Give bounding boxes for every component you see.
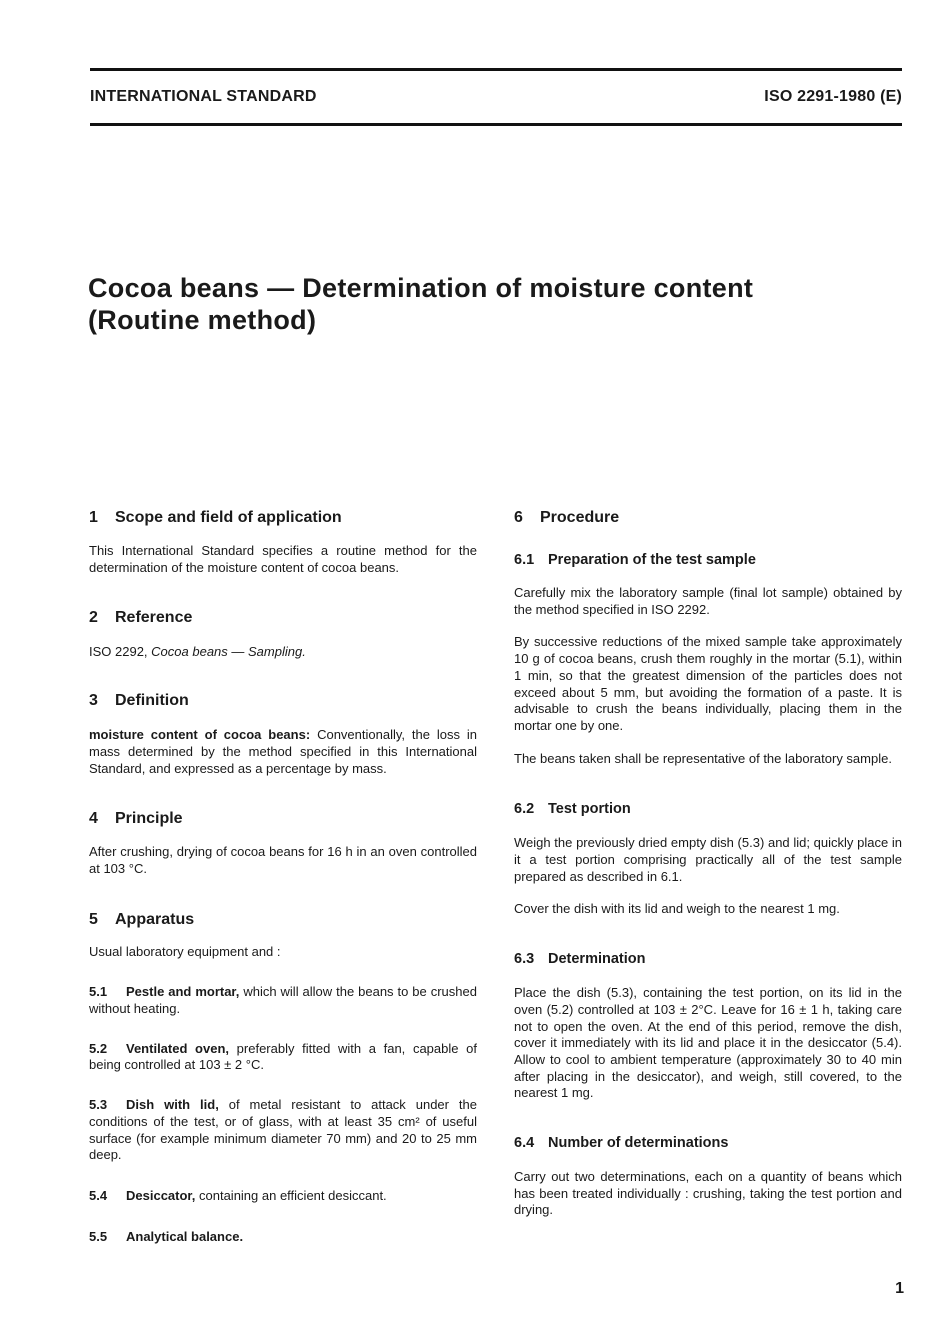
definition-term: moisture content of cocoa beans: xyxy=(89,727,311,743)
subsection-6-3-title: Determination xyxy=(548,951,646,968)
apparatus-item-text: containing an efficient desiccant. xyxy=(199,1187,387,1203)
subsection-6-2-number: 6.2 xyxy=(514,801,535,818)
section-5-title: Apparatus xyxy=(115,910,195,928)
subsection-6-1-number: 6.1 xyxy=(514,552,535,568)
subsection-6-4-title: Number of determinations xyxy=(548,1135,729,1152)
reference-title: Cocoa beans — Sampling. xyxy=(151,644,306,660)
section-4-heading xyxy=(89,809,477,829)
section-3-number: 3 xyxy=(89,692,98,710)
subsection-6-1-para-1: Carefully mix the laboratory sample (final lot sample) obtained by the method specified in ISO 2292. xyxy=(514,585,902,617)
subsection-6-2-para-2: Cover the dish with its lid and weigh to the nearest 1 mg. xyxy=(514,901,840,917)
apparatus-item-number: 5.5 xyxy=(89,1228,108,1244)
section-1-title: Scope and field of application xyxy=(115,509,342,526)
section-1-number: 1 xyxy=(89,509,98,526)
section-4-text: After crushing, drying of cocoa beans for 16 h in an oven controlled at 103 °C. xyxy=(89,844,477,876)
subsection-6-3-heading xyxy=(514,950,902,968)
header-bottom-rule xyxy=(90,123,902,126)
subsection-6-4-number: 6.4 xyxy=(514,1135,535,1152)
subsection-6-3-number: 6.3 xyxy=(514,951,535,968)
section-4-title: Principle xyxy=(115,810,183,828)
section-3-text xyxy=(89,727,477,777)
subsection-6-1-para-3: The beans taken shall be representative of the laboratory sample. xyxy=(514,750,892,766)
header-top-rule xyxy=(90,68,902,71)
apparatus-item-label: Desiccator, xyxy=(126,1187,196,1203)
section-5-heading xyxy=(89,910,477,930)
apparatus-item xyxy=(89,1041,477,1074)
section-2-text xyxy=(89,644,477,661)
apparatus-item xyxy=(89,1188,477,1205)
definition-text: Conventionally, the loss in mass determined by the method specified in this International Standard, and expressed as a percentage by mass. xyxy=(89,727,477,776)
apparatus-item-text: preferably fitted with a fan, capable of being controlled at 103 ± 2 °C. xyxy=(89,1040,477,1073)
left-column xyxy=(89,508,477,1245)
subsection-6-1-heading xyxy=(514,551,902,569)
right-column xyxy=(514,508,902,1219)
section-6-number: 6 xyxy=(514,509,523,526)
subsection-6-3-para-1: Place the dish (5.3), containing the test portion, on its lid in the oven (5.2) controlled at 103 ± 2°C. Leave for 16 ± 1 h, taking care not to open the oven. At the end of this period, remove the dish, cover it immediately with its lid and place it in the desiccator (5.4). Allow to cool to ambient temperature (approximately 30 to 40 min after placing in the desiccator), and weigh, still covered, to the nearest 1 mg. xyxy=(514,985,902,1101)
title-line-2: (Routine method) xyxy=(88,305,317,335)
subsection-6-4-heading xyxy=(514,1134,902,1152)
reference-id: ISO 2292, xyxy=(89,644,148,660)
apparatus-item-text: of metal resistant to attack under the conditions of the test, or of glass, with at least 35 cm² of useful surface (for example minimum diameter 70 mm) and 20 to 25 mm deep. xyxy=(89,1097,477,1163)
apparatus-item xyxy=(89,1097,477,1164)
title-line-1: Cocoa beans — Determination of moisture content xyxy=(88,273,754,303)
section-2-title: Reference xyxy=(115,609,193,627)
subsection-6-2-para-1: Weigh the previously dried empty dish (5.3) and lid; quickly place in it a test portion comprising practically all of the test sample prepared as described in 6.1. xyxy=(514,835,902,884)
subsection-6-4-para-1: Carry out two determinations, each on a quantity of beans which has been treated individually : crushing, taking the test portion and drying. xyxy=(514,1169,902,1218)
section-2-heading xyxy=(89,608,477,628)
apparatus-item xyxy=(89,984,477,1017)
header-document-id: ISO 2291-1980 (E) xyxy=(764,88,902,105)
section-5-intro: Usual laboratory equipment and : xyxy=(89,943,281,959)
page-number: 1 xyxy=(895,1280,904,1297)
subsection-6-2-heading xyxy=(514,800,902,818)
section-5-number: 5 xyxy=(89,910,98,928)
subsection-6-1-title: Preparation of the test sample xyxy=(548,552,756,568)
apparatus-item-number: 5.3 xyxy=(89,1097,108,1113)
page-title xyxy=(88,272,753,336)
apparatus-item-label: Ventilated oven, xyxy=(126,1040,230,1056)
section-1-heading xyxy=(89,508,477,528)
section-6-heading xyxy=(514,508,902,528)
apparatus-item-number: 5.2 xyxy=(89,1040,108,1056)
section-1-text: This International Standard specifies a routine method for the determination of the moisture content of cocoa beans. xyxy=(89,543,477,575)
subsection-6-1-para-2: By successive reductions of the mixed sample take approximately 10 g of cocoa beans, crush them roughly in the mortar (5.1), within 1 min, so that the greatest dimension of the particles does not exceed about 5 mm, but avoiding the formation of a paste. It is advisable to crush the beans individually, placing them in the mortar one by one. xyxy=(514,634,902,733)
header-standard-label: INTERNATIONAL STANDARD xyxy=(90,88,317,105)
subsection-6-2-title: Test portion xyxy=(548,801,631,818)
apparatus-item-label: Analytical balance. xyxy=(126,1228,244,1244)
apparatus-item-number: 5.1 xyxy=(89,984,108,1000)
apparatus-item xyxy=(89,1229,477,1246)
section-6-title: Procedure xyxy=(540,509,620,526)
section-3-heading xyxy=(89,691,477,711)
section-3-title: Definition xyxy=(115,692,189,710)
apparatus-item-text: which will allow the beans to be crushed without heating. xyxy=(89,984,477,1017)
apparatus-item-label: Dish with lid, xyxy=(126,1097,219,1113)
apparatus-item-label: Pestle and mortar, xyxy=(126,984,240,1000)
section-2-number: 2 xyxy=(89,609,98,627)
apparatus-item-number: 5.4 xyxy=(89,1187,108,1203)
section-4-number: 4 xyxy=(89,810,98,828)
